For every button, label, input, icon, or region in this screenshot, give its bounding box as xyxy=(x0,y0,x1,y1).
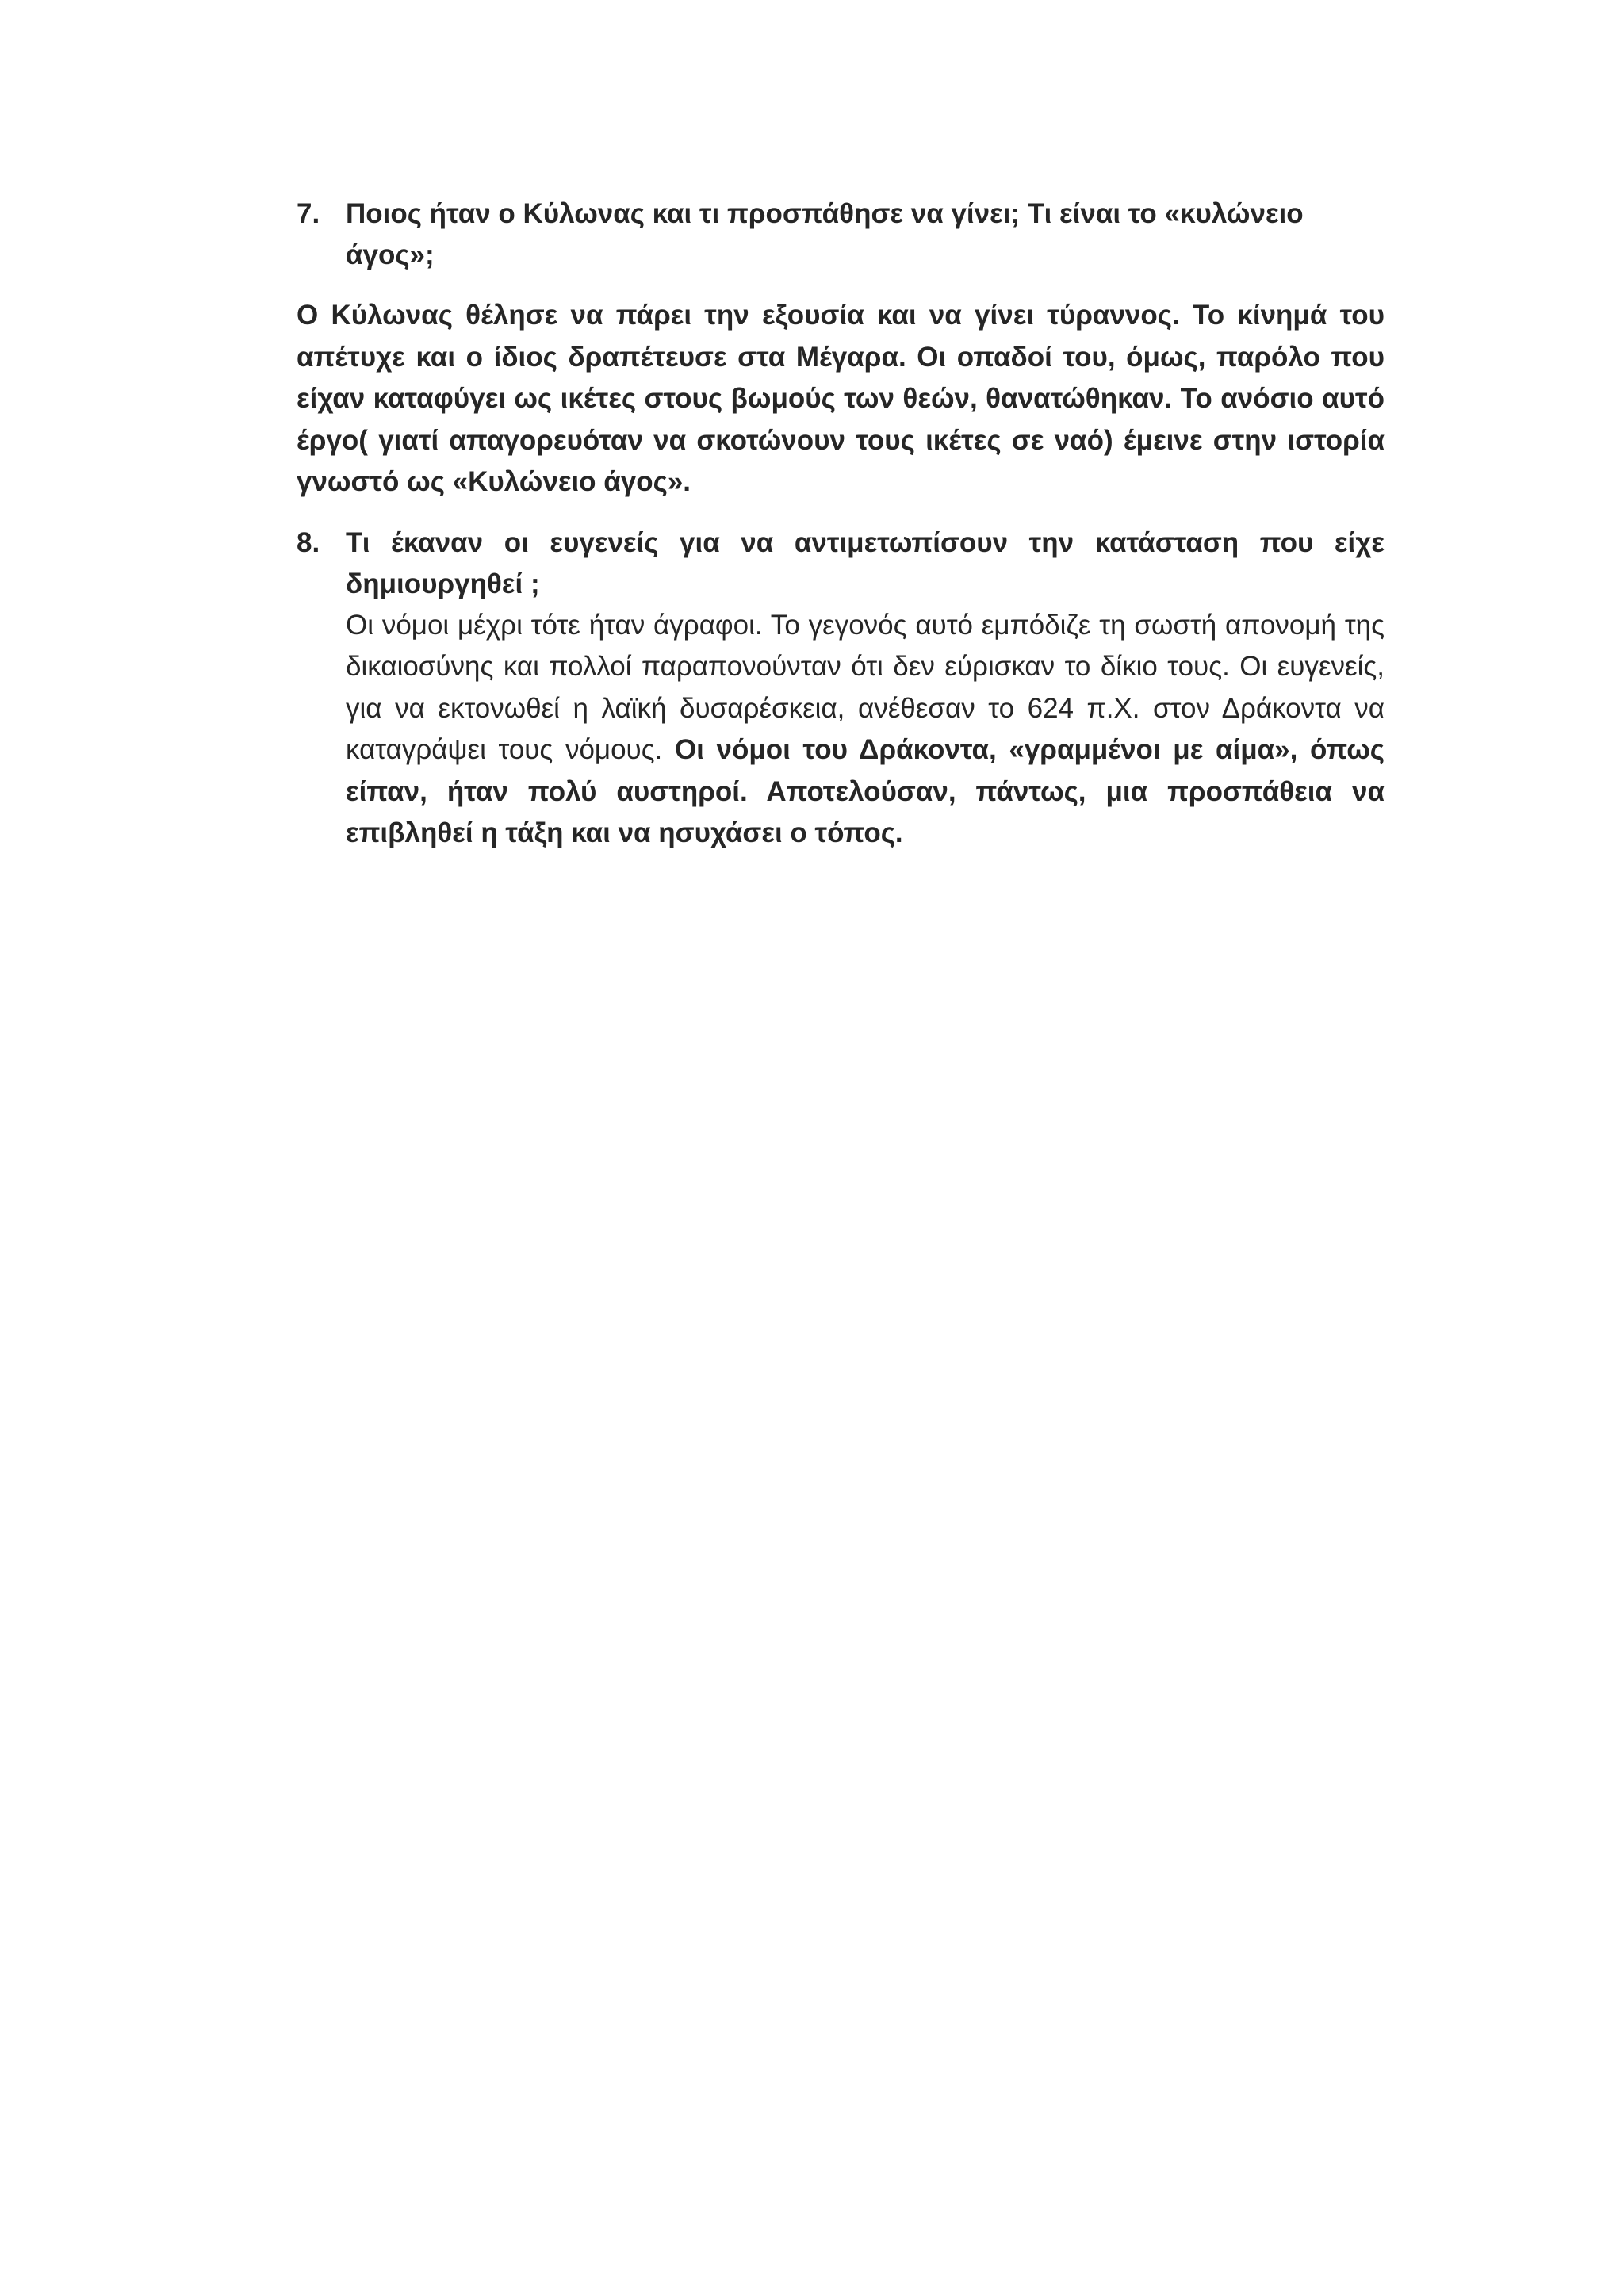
question-8-text: Τι έκαναν οι ευγενείς για να αντιμετωπίσουν την κατάσταση που είχε δημιουργηθεί ; xyxy=(346,526,1385,599)
answer-7: Ο Κύλωνας θέλησε να πάρει την εξουσία και να γίνει τύραννος. Το κίνημά του απέτυχε και ο ίδιος δραπέτευσε στα Μέγαρα. Οι οπαδοί του, όμως, παρόλο που είχαν καταφύγει ως ικέτες στους βωμούς των θεών, θανατώθηκαν. Το ανόσιο αυτό έργο( γιατί απαγορευόταν να σκοτώνουν τους ικέτες σε ναό) έμεινε στην ιστορία γνωστό ως «Κυλώνειο άγος». xyxy=(297,300,1385,497)
question-7 xyxy=(297,193,1385,276)
answer-8-regular-text: Οι νόμοι μέχρι τότε ήταν άγραφοι. Το γεγονός αυτό εμπόδιζε τη σωστή απονομή της δικαιοσύνης και πολλοί παραπονούνταν ότι δεν εύρισκαν το δίκιο τους. Οι ευγενείς, για να εκτονωθεί η λαϊκή δυσαρέσκεια, ανέθεσαν το 624 π.Χ. στον Δράκοντα να καταγράψει τους νόμους. xyxy=(346,609,1385,765)
answer-8-bold-text: Οι νόμοι του Δράκοντα, «γραμμένοι με αίμα», όπως είπαν, ήταν πολύ αυστηροί. Αποτελούσαν, πάντως, μια προσπάθεια να επιβληθεί η τάξη και να ησυχάσει ο τόπος. xyxy=(346,734,1385,848)
question-8-number: 8. xyxy=(297,526,320,558)
question-8 xyxy=(297,522,1385,605)
answer-8 xyxy=(346,605,1385,855)
question-7-text: Ποιος ήταν ο Κύλωνας και τι προσπάθησε να γίνει; Τι είναι το «κυλώνειο άγος»; xyxy=(346,198,1304,270)
document-content xyxy=(297,193,1385,855)
question-7-number: 7. xyxy=(297,198,320,229)
